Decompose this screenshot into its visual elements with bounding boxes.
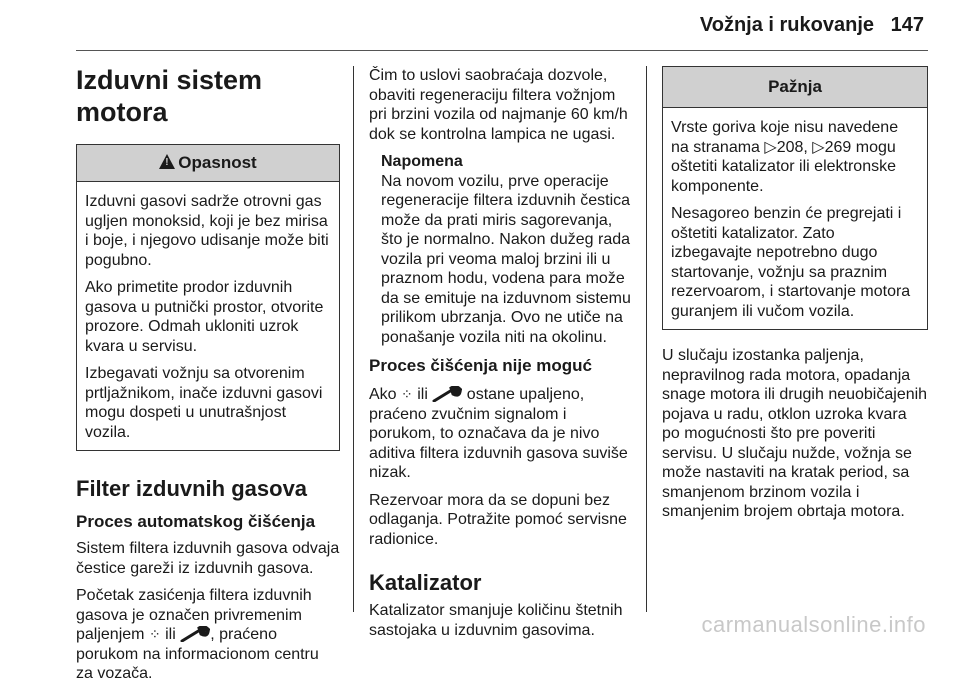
watermark: carmanualsonline.info	[701, 612, 926, 637]
note-block	[369, 152, 634, 347]
caution-box-title: Pažnja	[768, 77, 822, 96]
column-divider-2	[646, 66, 647, 612]
running-header-title: Vožnja i rukovanje	[699, 14, 874, 36]
body-paragraph: Sistem filtera izduvnih gasova odvaja čestice gareži iz izduvnih gasova.	[76, 540, 340, 577]
danger-box-header	[77, 145, 339, 182]
caution-paragraph: Nesagoreo benzin će pregrejati i oštetiti katalizator. Zato izbegavajte nepotrebno dugo startovanje, vožnju sa praznim rezervoarom, i startovanje motora guranjem ili vučom vozila.	[671, 205, 911, 320]
body-paragraph: U slučaju izostanka paljenja, nepravilnog rada motora, opadanja snage motora ili drugih neuobičajenih pojava u radu, otklon uzroka kvara po mogućnosti što pre poveriti servisu. U slučaju nužde, vožnja se može nastaviti na kratak period, sa smanjenom brzinom vozila i smanjenim brojem obrtaja motora.	[662, 347, 928, 520]
body-paragraph: Čim to uslovi saobraćaja dozvole, obaviti regeneraciju filtera vožnjom pri brzini vozila od najmanje 60 km/h dok se kontrolna lampica ne ugasi.	[369, 67, 628, 143]
section-heading-catalyst: Katalizator	[369, 570, 482, 595]
warning-triangle-icon	[159, 154, 175, 169]
page-reference[interactable]: 269	[824, 138, 852, 156]
column-1	[76, 64, 340, 692]
header-divider	[76, 50, 928, 51]
danger-paragraph: Ako primetite prodor izduvnih gasova u putnički prostor, otvorite prozore. Odmah ukloniti uzrok kvara u servisu.	[85, 279, 324, 355]
glow-plug-icon: ⁘	[401, 386, 413, 402]
note-text: Na novom vozilu, prve operacije regeneracije filtera izduvnih čestica može da prati miris sagorevanja, što je normalno. Nakon dužeg rada vozila pri veoma maloj brzini ili u praznom hodu, vodena para može da se emituje na izduvnom sistemu prilikom ubrzanja. Ovo ne utiče na ponašanje vozila niti na okolinu.	[381, 172, 631, 346]
column-2	[369, 66, 634, 648]
caution-paragraph: Vrste goriva koje nisu navedene na stranama ▷208, ▷269 mogu oštetiti katalizator ili elektronske komponente.	[671, 119, 899, 195]
body-paragraph: Ako ⁘ ili ostane upaljeno, praćeno zvučnim signalom i porukom, to označava da je nivo aditiva filtera izduvnih gasova suviše nizak.	[369, 386, 628, 481]
danger-box-title: Opasnost	[178, 153, 257, 172]
subheading-auto-cleaning: Proces automatskog čišćenja	[76, 512, 316, 531]
body-paragraph: Rezervoar mora da se dopuni bez odlaganja. Potražite pomoć servisne radionice.	[369, 491, 627, 548]
note-title: Napomena	[381, 153, 463, 170]
wrench-icon	[432, 386, 462, 402]
danger-box	[76, 144, 340, 451]
glow-plug-icon: ⁘	[148, 626, 161, 642]
page-reference[interactable]: 208	[776, 138, 804, 156]
body-paragraph: Katalizator smanjuje količinu štetnih sastojaka u izduvnim gasovima.	[369, 602, 623, 639]
page-heading: Izduvni sistem motora	[76, 65, 263, 127]
wrench-icon	[180, 626, 210, 642]
caution-box-header	[663, 67, 927, 108]
subheading-cleaning-impossible: Proces čišćenja nije moguć	[369, 356, 592, 375]
page-reference-icon: ▷	[764, 138, 777, 156]
column-3	[662, 66, 928, 530]
column-divider-1	[353, 66, 354, 612]
page-reference-icon: ▷	[812, 138, 825, 156]
body-paragraph: Početak zasićenja filtera izduvnih gasova je označen privremenim paljenjem ⁘ ili , praćeno porukom na informacionom centru za vozača.	[76, 587, 319, 682]
danger-paragraph: Izduvni gasovi sadrže otrovni gas ugljen monoksid, koji je bez mirisa i boje, i njegovo udisanje može biti pogubno.	[85, 193, 329, 269]
caution-box	[662, 66, 928, 330]
page-number: 147	[890, 14, 924, 36]
section-heading-filter: Filter izduvnih gasova	[76, 476, 308, 501]
danger-paragraph: Izbegavati vožnju sa otvorenim prtljažnikom, inače izduvni gasovi mogu dospeti u unutrašnjost vozila.	[85, 365, 323, 441]
